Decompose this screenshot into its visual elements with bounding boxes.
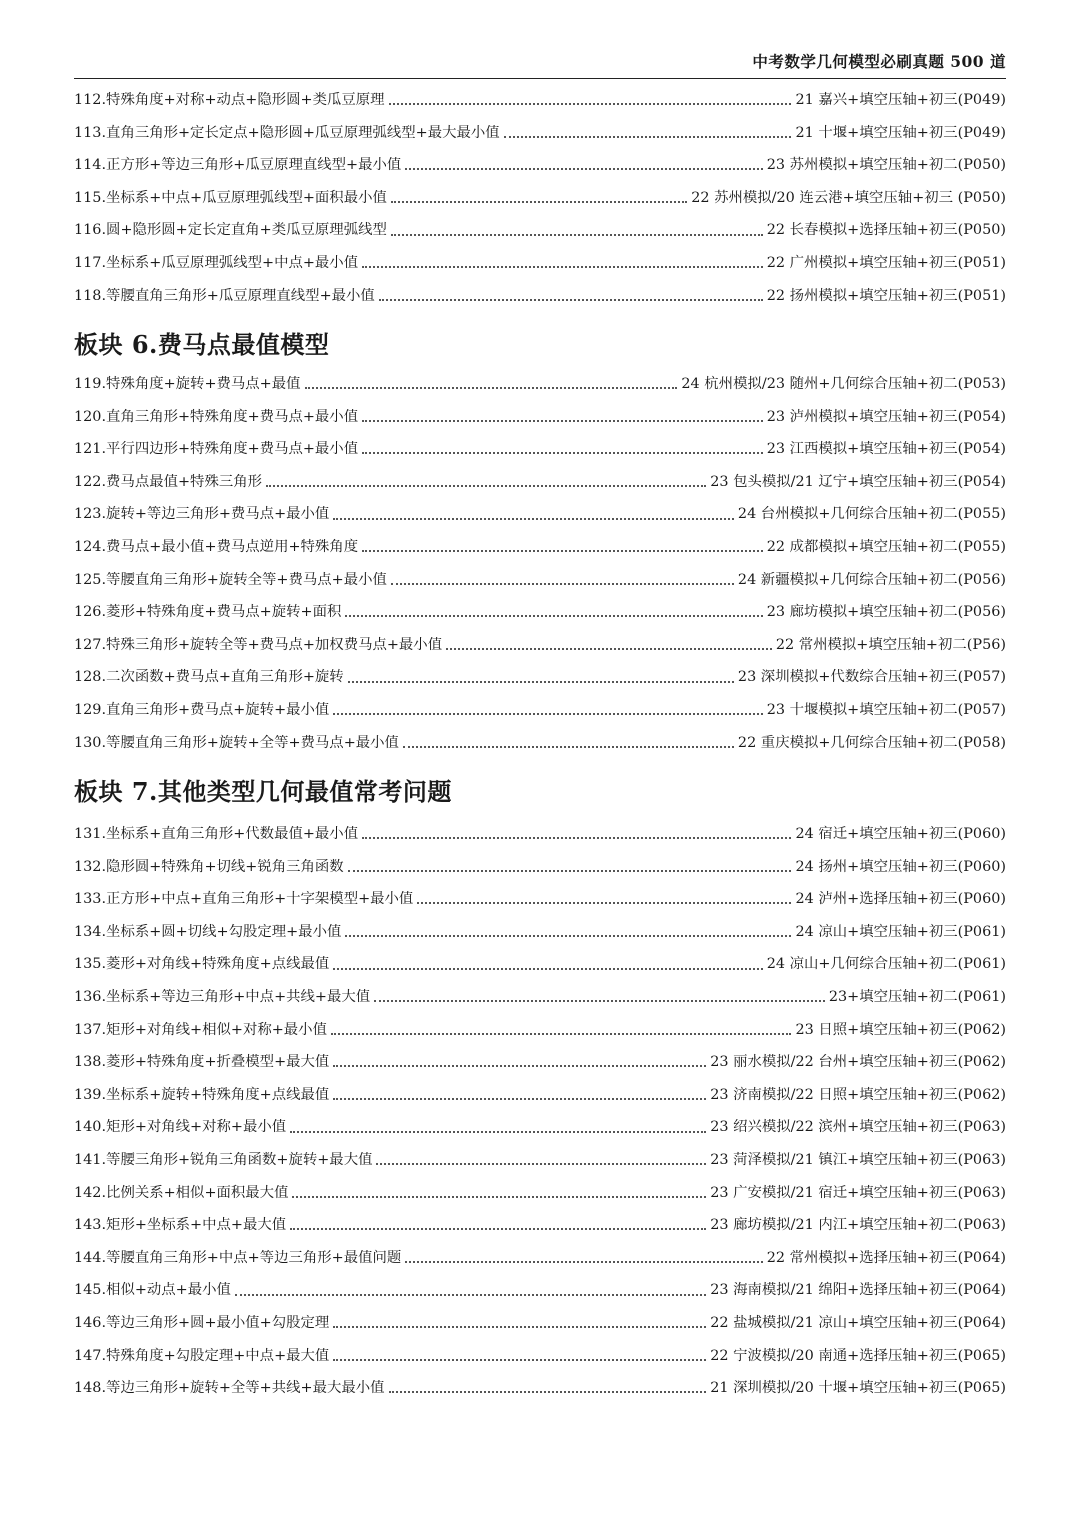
toc-entry xyxy=(74,916,1006,949)
dot-leader xyxy=(362,452,763,454)
dot-leader xyxy=(292,1196,706,1198)
entry-topic: 坐标系+瓜豆原理弧线型+中点+最小值 xyxy=(106,255,359,272)
entry-number: 115. xyxy=(74,189,107,206)
dot-leader xyxy=(345,615,762,617)
entry-number: 120. xyxy=(74,408,107,425)
toc-entry xyxy=(74,1307,1006,1340)
toc-list xyxy=(74,818,1006,1405)
entry-source: 22 盐城模拟/21 凉山+填空压轴+初三(P064) xyxy=(710,1315,1006,1331)
entry-number: 113. xyxy=(74,124,107,141)
entry-number: 127. xyxy=(74,636,107,653)
entry-source: 23 廊坊模拟+填空压轴+初二(P056) xyxy=(766,604,1006,621)
entry-number: 136. xyxy=(74,989,107,1006)
entry-topic: 等边三角形+旋转+全等+共线+最大最小值 xyxy=(106,1380,385,1397)
entry-source: 24 凉山+填空压轴+初三(P061) xyxy=(795,923,1006,940)
toc-list xyxy=(74,84,1006,312)
dot-leader xyxy=(333,1326,706,1328)
dot-leader xyxy=(362,266,763,268)
entry-source: 23 日照+填空压轴+初三(P062) xyxy=(795,1021,1006,1038)
dot-leader xyxy=(417,902,791,904)
dot-leader xyxy=(333,1065,706,1067)
toc-entry xyxy=(74,883,1006,916)
toc-entry xyxy=(74,401,1006,434)
toc-entry xyxy=(74,214,1006,247)
toc-entry xyxy=(74,661,1006,694)
entry-source: 22 常州模拟+选择压轴+初三(P064) xyxy=(766,1249,1006,1266)
toc-entry xyxy=(74,1177,1006,1210)
entry-source: 23+填空压轴+初二(P061) xyxy=(828,989,1006,1006)
entry-topic: 矩形+对角线+相似+对称+最小值 xyxy=(106,1021,327,1038)
toc-entry xyxy=(74,1209,1006,1242)
entry-number: 131. xyxy=(74,826,107,843)
dot-leader xyxy=(333,518,734,520)
entry-number: 116. xyxy=(74,222,107,239)
toc-entry xyxy=(74,981,1006,1014)
entry-topic: 等边三角形+圆+最小值+勾股定理 xyxy=(106,1315,330,1331)
dot-leader xyxy=(333,968,762,970)
dot-leader xyxy=(362,550,763,552)
dot-leader xyxy=(333,713,762,715)
dot-leader xyxy=(379,299,763,301)
entry-number: 130. xyxy=(74,734,107,751)
entry-source: 23 济南模拟/22 日照+填空压轴+初三(P062) xyxy=(710,1086,1006,1103)
entry-number: 126. xyxy=(74,604,107,621)
dot-leader xyxy=(266,485,706,487)
dot-leader xyxy=(348,681,734,683)
dot-leader xyxy=(376,1163,706,1165)
dot-leader xyxy=(362,420,763,422)
entry-number: 143. xyxy=(74,1217,107,1234)
entry-source: 23 苏州模拟+填空压轴+初二(P050) xyxy=(766,157,1006,174)
toc-entry xyxy=(74,117,1006,150)
entry-number: 137. xyxy=(74,1021,107,1038)
dot-leader xyxy=(362,837,791,839)
entry-number: 114. xyxy=(74,157,107,174)
entry-number: 128. xyxy=(74,669,107,686)
toc-entry xyxy=(74,851,1006,884)
toc-entry xyxy=(74,1144,1006,1177)
entry-source: 23 广安模拟/21 宿迁+填空压轴+初三(P063) xyxy=(710,1184,1006,1201)
entry-number: 132. xyxy=(74,858,107,875)
entry-topic: 坐标系+旋转+特殊角度+点线最值 xyxy=(106,1086,330,1103)
entry-topic: 直角三角形+费马点+旋转+最小值 xyxy=(106,702,330,719)
toc-entry xyxy=(74,727,1006,760)
entry-source: 24 凉山+几何综合压轴+初二(P061) xyxy=(766,956,1006,973)
entry-source: 22 苏州模拟/20 连云港+填空压轴+初三 (P050) xyxy=(691,189,1006,206)
entry-source: 23 菏泽模拟/21 镇江+填空压轴+初三(P063) xyxy=(710,1152,1006,1169)
entry-topic: 菱形+特殊角度+费马点+旋转+面积 xyxy=(106,604,342,621)
toc-entry xyxy=(74,694,1006,727)
toc-entry xyxy=(74,564,1006,597)
entry-number: 124. xyxy=(74,539,107,556)
entry-topic: 相似+动点+最小值 xyxy=(106,1282,231,1299)
entry-source: 23 海南模拟/21 绵阳+选择压轴+初三(P064) xyxy=(710,1282,1006,1299)
toc-entry xyxy=(74,1014,1006,1047)
entry-topic: 等腰直角三角形+瓜豆原理直线型+最小值 xyxy=(106,287,375,304)
entry-source: 23 泸州模拟+填空压轴+初三(P054) xyxy=(766,408,1006,425)
header-divider xyxy=(74,78,1006,79)
entry-source: 22 广州模拟+填空压轴+初三(P051) xyxy=(766,255,1006,272)
entry-topic: 直角三角形+定长定点+隐形圆+瓜豆原理弧线型+最大最小值 xyxy=(106,124,500,141)
entry-source: 23 包头模拟/21 辽宁+填空压轴+初三(P054) xyxy=(710,473,1006,490)
entry-number: 145. xyxy=(74,1282,107,1299)
entry-number: 141. xyxy=(74,1152,107,1169)
toc-entry xyxy=(74,1274,1006,1307)
entry-topic: 费马点最值+特殊三角形 xyxy=(106,473,263,490)
entry-number: 134. xyxy=(74,923,107,940)
dot-leader xyxy=(333,1359,706,1361)
dot-leader xyxy=(405,1261,762,1263)
entry-number: 146. xyxy=(74,1315,107,1331)
entry-number: 122. xyxy=(74,473,107,490)
dot-leader xyxy=(374,1000,825,1002)
entry-number: 129. xyxy=(74,702,107,719)
entry-source: 21 十堰+填空压轴+初三(P049) xyxy=(795,124,1006,141)
dot-leader xyxy=(305,387,678,389)
toc-entry xyxy=(74,149,1006,182)
entry-source: 24 新疆模拟+几何综合压轴+初二(P056) xyxy=(737,571,1006,588)
entry-source: 24 扬州+填空压轴+初三(P060) xyxy=(795,858,1006,875)
toc-entry xyxy=(74,948,1006,981)
dot-leader xyxy=(391,234,763,236)
entry-topic: 菱形+特殊角度+折叠模型+最大值 xyxy=(106,1054,330,1071)
entry-topic: 坐标系+直角三角形+代数最值+最小值 xyxy=(106,826,359,843)
entry-number: 117. xyxy=(74,255,107,272)
dot-leader xyxy=(333,1098,706,1100)
dot-leader xyxy=(504,136,792,138)
dot-leader xyxy=(290,1131,706,1133)
entry-topic: 比例关系+相似+面积最大值 xyxy=(106,1184,289,1201)
entry-topic: 平行四边形+特殊角度+费马点+最小值 xyxy=(106,441,359,458)
entry-source: 21 嘉兴+填空压轴+初三(P049) xyxy=(795,92,1006,109)
entry-number: 142. xyxy=(74,1184,107,1201)
entry-number: 125. xyxy=(74,571,107,588)
toc-entry xyxy=(74,280,1006,313)
entry-topic: 菱形+对角线+特殊角度+点线最值 xyxy=(106,956,330,973)
toc-entry xyxy=(74,1111,1006,1144)
entry-topic: 等腰三角形+锐角三角函数+旋转+最大值 xyxy=(106,1152,373,1169)
entry-source: 23 绍兴模拟/22 滨州+填空压轴+初三(P063) xyxy=(710,1119,1006,1136)
entry-topic: 正方形+等边三角形+瓜豆原理直线型+最小值 xyxy=(106,157,402,174)
entry-source: 23 十堰模拟+填空压轴+初二(P057) xyxy=(766,702,1006,719)
entry-source: 22 扬州模拟+填空压轴+初三(P051) xyxy=(766,287,1006,304)
entry-number: 148. xyxy=(74,1380,107,1397)
entry-source: 22 常州模拟+填空压轴+初二(P56) xyxy=(775,636,1006,653)
dot-leader xyxy=(391,201,687,203)
entry-number: 119. xyxy=(74,376,107,393)
entry-topic: 矩形+坐标系+中点+最大值 xyxy=(106,1217,287,1234)
toc-entry xyxy=(74,1242,1006,1275)
toc-entry xyxy=(74,368,1006,401)
entry-number: 118. xyxy=(74,287,107,304)
entry-number: 112. xyxy=(74,92,107,109)
dot-leader xyxy=(389,103,792,105)
toc-entry xyxy=(74,433,1006,466)
entry-source: 24 宿迁+填空压轴+初三(P060) xyxy=(795,826,1006,843)
entry-source: 22 重庆模拟+几何综合压轴+初二(P058) xyxy=(737,734,1006,751)
toc-entry xyxy=(74,1340,1006,1373)
entry-topic: 特殊角度+勾股定理+中点+最大值 xyxy=(106,1347,330,1364)
entry-number: 123. xyxy=(74,506,107,523)
entry-topic: 等腰直角三角形+旋转+全等+费马点+最小值 xyxy=(106,734,399,751)
toc-entry xyxy=(74,629,1006,662)
entry-source: 23 廊坊模拟/21 内江+填空压轴+初二(P063) xyxy=(710,1217,1006,1234)
entry-number: 147. xyxy=(74,1347,107,1364)
toc-entry xyxy=(74,182,1006,215)
toc-entry xyxy=(74,1079,1006,1112)
dot-leader xyxy=(391,583,734,585)
entry-number: 144. xyxy=(74,1249,107,1266)
entry-source: 22 成都模拟+填空压轴+初二(P055) xyxy=(766,539,1006,556)
entry-topic: 费马点+最小值+费马点逆用+特殊角度 xyxy=(106,539,359,556)
entry-source: 22 宁波模拟/20 南通+选择压轴+初三(P065) xyxy=(710,1347,1006,1364)
entry-topic: 圆+隐形圆+定长定直角+类瓜豆原理弧线型 xyxy=(106,222,387,239)
toc-entry xyxy=(74,596,1006,629)
entry-source: 22 长春模拟+选择压轴+初三(P050) xyxy=(766,222,1006,239)
entry-number: 133. xyxy=(74,891,107,908)
entry-topic: 直角三角形+特殊角度+费马点+最小值 xyxy=(106,408,359,425)
dot-leader xyxy=(235,1294,706,1296)
dot-leader xyxy=(331,1033,792,1035)
toc-entry xyxy=(74,1046,1006,1079)
entry-number: 135. xyxy=(74,956,107,973)
toc-entry xyxy=(74,498,1006,531)
toc-entry xyxy=(74,247,1006,280)
toc-entry xyxy=(74,84,1006,117)
entry-topic: 坐标系+中点+瓜豆原理弧线型+面积最小值 xyxy=(106,189,387,206)
dot-leader xyxy=(446,648,772,650)
dot-leader xyxy=(345,935,791,937)
entry-number: 140. xyxy=(74,1119,107,1136)
entry-topic: 特殊角度+对称+动点+隐形圆+类瓜豆原理 xyxy=(106,92,385,109)
section-heading: 板块 6.费马点最值模型 xyxy=(74,330,330,359)
dot-leader xyxy=(348,870,792,872)
entry-topic: 二次函数+费马点+直角三角形+旋转 xyxy=(106,669,344,686)
entry-topic: 特殊三角形+旋转全等+费马点+加权费马点+最小值 xyxy=(106,636,443,653)
entry-source: 23 丽水模拟/22 台州+填空压轴+初三(P062) xyxy=(710,1054,1006,1071)
dot-leader xyxy=(403,746,734,748)
entry-number: 121. xyxy=(74,441,107,458)
dot-leader xyxy=(290,1228,706,1230)
entry-topic: 旋转+等边三角形+费马点+最小值 xyxy=(106,506,330,523)
dot-leader xyxy=(405,168,762,170)
entry-source: 24 台州模拟+几何综合压轴+初二(P055) xyxy=(737,506,1006,523)
book-title: 中考数学几何模型必刷真题 500 道 xyxy=(752,52,1006,71)
entry-topic: 等腰直角三角形+旋转全等+费马点+最小值 xyxy=(106,571,387,588)
entry-source: 23 深圳模拟+代数综合压轴+初三(P057) xyxy=(737,669,1006,686)
toc-entry xyxy=(74,818,1006,851)
entry-topic: 坐标系+等边三角形+中点+共线+最大值 xyxy=(106,989,371,1006)
entry-number: 139. xyxy=(74,1086,107,1103)
entry-number: 138. xyxy=(74,1054,107,1071)
entry-topic: 特殊角度+旋转+费马点+最值 xyxy=(106,376,301,393)
toc-entry xyxy=(74,531,1006,564)
entry-source: 24 泸州+选择压轴+初三(P060) xyxy=(795,891,1006,908)
entry-topic: 矩形+对角线+对称+最小值 xyxy=(106,1119,287,1136)
dot-leader xyxy=(389,1391,707,1393)
toc-entry xyxy=(74,1372,1006,1405)
entry-topic: 坐标系+圆+切线+勾股定理+最小值 xyxy=(106,923,342,940)
entry-source: 24 杭州模拟/23 随州+几何综合压轴+初二(P053) xyxy=(681,376,1006,393)
entry-source: 21 深圳模拟/20 十堰+填空压轴+初三(P065) xyxy=(710,1380,1006,1397)
entry-source: 23 江西模拟+填空压轴+初三(P054) xyxy=(766,441,1006,458)
entry-topic: 隐形圆+特殊角+切线+锐角三角函数 xyxy=(106,858,344,875)
toc-entry xyxy=(74,466,1006,499)
entry-topic: 正方形+中点+直角三角形+十字架模型+最小值 xyxy=(106,891,414,908)
section-heading: 板块 7.其他类型几何最值常考问题 xyxy=(74,777,452,806)
toc-list xyxy=(74,368,1006,759)
entry-topic: 等腰直角三角形+中点+等边三角形+最值问题 xyxy=(106,1249,402,1266)
